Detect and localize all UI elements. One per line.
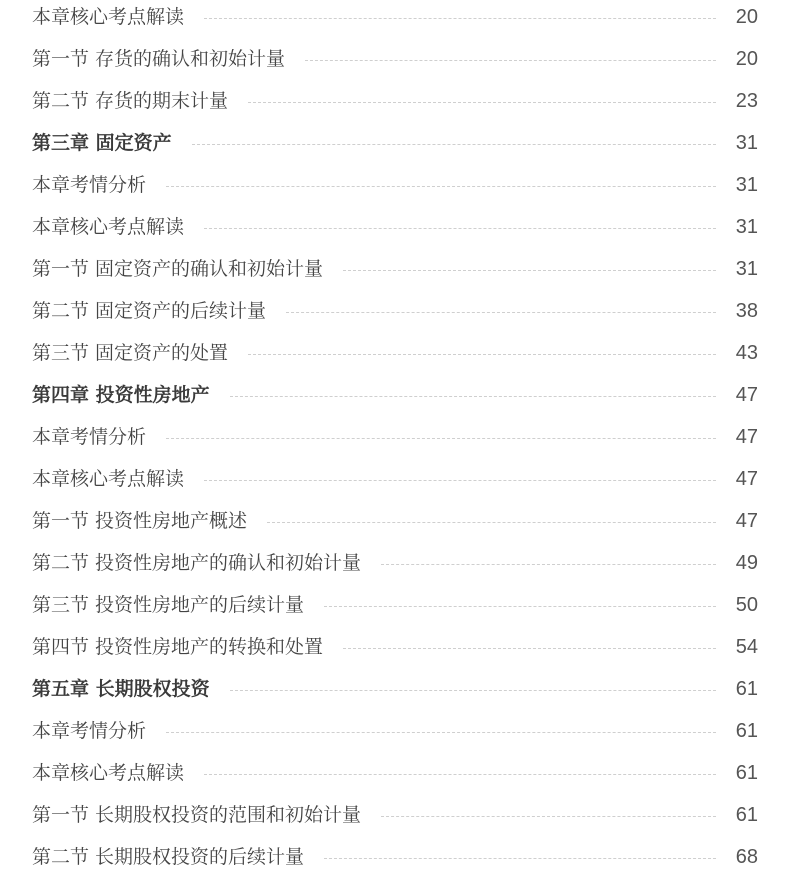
toc-page-number: 61 <box>735 804 758 826</box>
toc-section-title: 第一节 存货的确认和初始计量 <box>32 48 286 70</box>
toc-section-row[interactable] <box>32 800 758 830</box>
toc-page-number: 43 <box>735 342 758 364</box>
toc-chapter-row[interactable] <box>32 128 758 158</box>
toc-chapter-title: 第三章 固定资产 <box>32 132 172 154</box>
toc-dotted-leader <box>204 480 716 481</box>
toc-page-number: 49 <box>735 552 758 574</box>
toc-page-number: 31 <box>735 174 758 196</box>
toc-section-title: 第二节 投资性房地产的确认和初始计量 <box>32 552 362 574</box>
toc-section-row[interactable] <box>32 758 758 788</box>
toc-page-number: 23 <box>735 90 758 112</box>
toc-dotted-leader <box>166 438 716 439</box>
toc-dotted-leader <box>381 564 716 565</box>
toc-section-row[interactable] <box>32 338 758 368</box>
toc-page-number: 61 <box>735 762 758 784</box>
toc-section-row[interactable] <box>32 422 758 452</box>
toc-section-title: 第一节 投资性房地产概述 <box>32 510 248 532</box>
toc-page-number: 54 <box>735 636 758 658</box>
toc-page-number: 31 <box>735 216 758 238</box>
toc-dotted-leader <box>230 690 716 691</box>
toc-section-title: 本章考情分析 <box>32 426 147 448</box>
toc-page-number: 31 <box>735 258 758 280</box>
toc-section-title: 第一节 固定资产的确认和初始计量 <box>32 258 324 280</box>
toc-dotted-leader <box>166 732 716 733</box>
toc-page-number: 47 <box>735 384 758 406</box>
toc-section-row[interactable] <box>32 170 758 200</box>
toc-section-row[interactable] <box>32 590 758 620</box>
toc-section-row[interactable] <box>32 506 758 536</box>
toc-page-number: 50 <box>735 594 758 616</box>
toc-section-title: 第二节 固定资产的后续计量 <box>32 300 267 322</box>
toc-chapter-row[interactable] <box>32 380 758 410</box>
toc-dotted-leader <box>166 186 716 187</box>
toc-dotted-leader <box>381 816 716 817</box>
toc-dotted-leader <box>204 18 716 19</box>
toc-page-number: 47 <box>735 510 758 532</box>
toc-section-row[interactable] <box>32 548 758 578</box>
toc-dotted-leader <box>230 396 716 397</box>
toc-section-title: 第四节 投资性房地产的转换和处置 <box>32 636 324 658</box>
toc-section-title: 第三节 固定资产的处置 <box>32 342 229 364</box>
toc-dotted-leader <box>305 60 716 61</box>
toc-page-number: 31 <box>735 132 758 154</box>
toc-section-row[interactable] <box>32 44 758 74</box>
toc-section-title: 本章核心考点解读 <box>32 216 185 238</box>
toc-page-number: 47 <box>735 426 758 448</box>
toc-section-title: 本章核心考点解读 <box>32 468 185 490</box>
toc-section-title: 本章核心考点解读 <box>32 762 185 784</box>
toc-dotted-leader <box>248 102 716 103</box>
toc-dotted-leader <box>204 228 716 229</box>
toc-section-row[interactable] <box>32 212 758 242</box>
toc-page-number: 68 <box>735 846 758 868</box>
toc-section-row[interactable] <box>32 86 758 116</box>
toc-dotted-leader <box>286 312 716 313</box>
toc-section-row[interactable] <box>32 464 758 494</box>
toc-page-number: 47 <box>735 468 758 490</box>
toc-section-row[interactable] <box>32 632 758 662</box>
toc-dotted-leader <box>343 648 716 649</box>
toc-dotted-leader <box>192 144 716 145</box>
toc-section-title: 第三节 投资性房地产的后续计量 <box>32 594 305 616</box>
toc-chapter-title: 第五章 长期股权投资 <box>32 678 210 700</box>
toc-dotted-leader <box>267 522 716 523</box>
toc-section-title: 第二节 存货的期末计量 <box>32 90 229 112</box>
toc-section-row[interactable] <box>32 842 758 872</box>
toc-page-number: 38 <box>735 300 758 322</box>
toc-section-row[interactable] <box>32 254 758 284</box>
toc-section-row[interactable] <box>32 716 758 746</box>
toc-chapter-title: 第四章 投资性房地产 <box>32 384 210 406</box>
toc-chapter-row[interactable] <box>32 674 758 704</box>
toc-section-title: 本章核心考点解读 <box>32 6 185 28</box>
toc-dotted-leader <box>343 270 716 271</box>
toc-dotted-leader <box>248 354 716 355</box>
toc-dotted-leader <box>324 606 716 607</box>
toc-page-number: 20 <box>735 6 758 28</box>
toc-dotted-leader <box>324 858 716 859</box>
toc-section-title: 第一节 长期股权投资的范围和初始计量 <box>32 804 362 826</box>
toc-dotted-leader <box>204 774 716 775</box>
toc-section-title: 本章考情分析 <box>32 174 147 196</box>
toc-page-number: 61 <box>735 678 758 700</box>
toc-section-row[interactable] <box>32 2 758 32</box>
toc-page-number: 61 <box>735 720 758 742</box>
toc-section-title: 本章考情分析 <box>32 720 147 742</box>
toc-section-row[interactable] <box>32 296 758 326</box>
toc-page-number: 20 <box>735 48 758 70</box>
toc-section-title: 第二节 长期股权投资的后续计量 <box>32 846 305 868</box>
